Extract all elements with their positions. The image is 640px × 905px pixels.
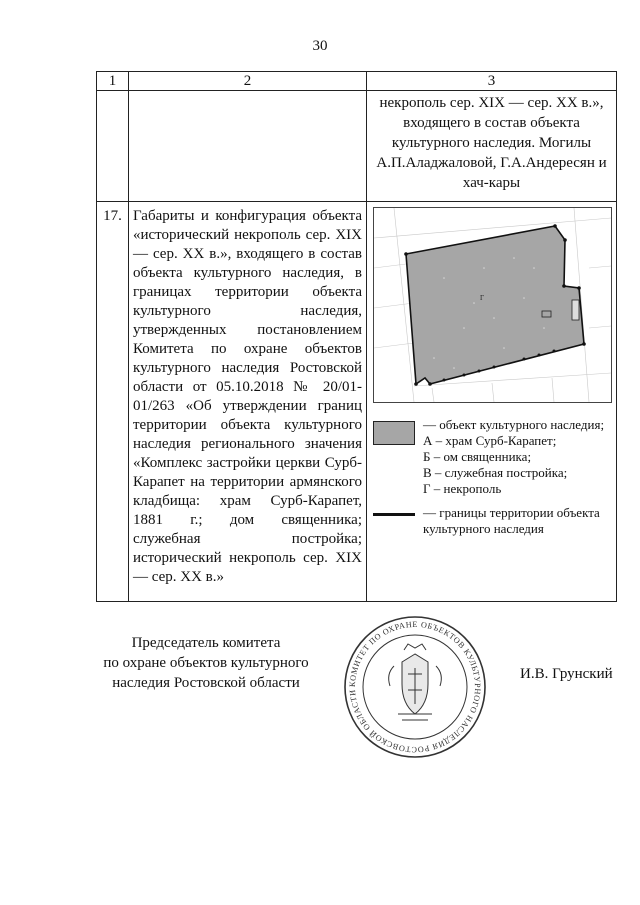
signature-block — [96, 633, 316, 693]
official-seal — [342, 614, 488, 760]
legend-object-row — [373, 417, 613, 497]
map-legend — [373, 417, 613, 537]
legend-item-g: Г – некрополь — [423, 481, 502, 496]
row-description — [129, 202, 367, 602]
signature-line-3: наследия Ростовской области — [112, 675, 300, 691]
page-number: 30 — [312, 38, 328, 54]
territory-map-drawing — [374, 208, 611, 402]
legend-boundary-row — [373, 505, 613, 537]
map-label-necropolis: Г — [480, 294, 485, 302]
column-header-3: 3 — [367, 72, 617, 91]
svg-text:КОМИТЕТ ПО ОХРАНЕ ОБЪЕКТОВ КУЛ: КОМИТЕТ ПО ОХРАНЕ ОБЪЕКТОВ КУЛЬТУРНОГО НАСЛЕДИЯ РОСТОВСКОЙ ОБЛАСТИ — [347, 619, 483, 755]
legend-item-v: В – служебная постройка; — [423, 465, 568, 480]
description-text: Габариты и конфигурация объекта «исторический некрополь сер. XIX — сер. XX в.», входящего в состав объекта культурного наследия, в границах территории объекта культурного наследия, утвержденных постановлением Комитета по охране объектов культурного наследия Ростовской области от 05.10.2018 № 20/01-01/263 «Об утверждении границ территории объекта культурного наследия регионального значения «Комплекс застройки церкви Сурб-Карапет на территории армянского кладбища: храм Сурб-Карапет, 1881 г.; дом священника; служебная постройка; исторический некрополь сер. XIX — сер. XX в.» — [133, 208, 362, 585]
legend-item-b: Б – ом священника; — [423, 449, 532, 464]
coat-of-arms-icon — [389, 644, 442, 720]
heritage-table — [96, 71, 617, 602]
signature-line-2: по охране объектов культурного — [103, 655, 309, 671]
column-header-2: 2 — [129, 72, 367, 91]
legend-object-label: — объект культурного наследия; — [423, 417, 605, 432]
legend-boundary-label: — границы территории объекта — [423, 505, 600, 520]
legend-boundary-label-cont: культурного наследия — [423, 521, 544, 536]
table-header-row — [97, 72, 617, 91]
row-number: 17. — [97, 202, 129, 602]
signature-line-1: Председатель комитета — [131, 635, 281, 651]
legend-item-a: А – храм Сурб-Карапет; — [423, 433, 557, 448]
building-b — [572, 300, 579, 320]
continuation-text: некрополь сер. XIX — сер. XX в.», входящего в состав объекта культурного наследия. Могилы А.П.Аладжаловой, Г.А.Андересян и хач-кары — [367, 91, 617, 202]
map-cell — [367, 202, 617, 602]
column-header-1: 1 — [97, 72, 129, 91]
legend-boundary-line — [373, 513, 415, 516]
legend-object-swatch — [373, 421, 415, 445]
table-row — [97, 202, 617, 602]
continuation-row — [97, 91, 617, 202]
territory-map — [373, 207, 612, 403]
signer-name: И.В. Грунский — [520, 666, 613, 682]
heritage-object-area — [406, 226, 584, 384]
